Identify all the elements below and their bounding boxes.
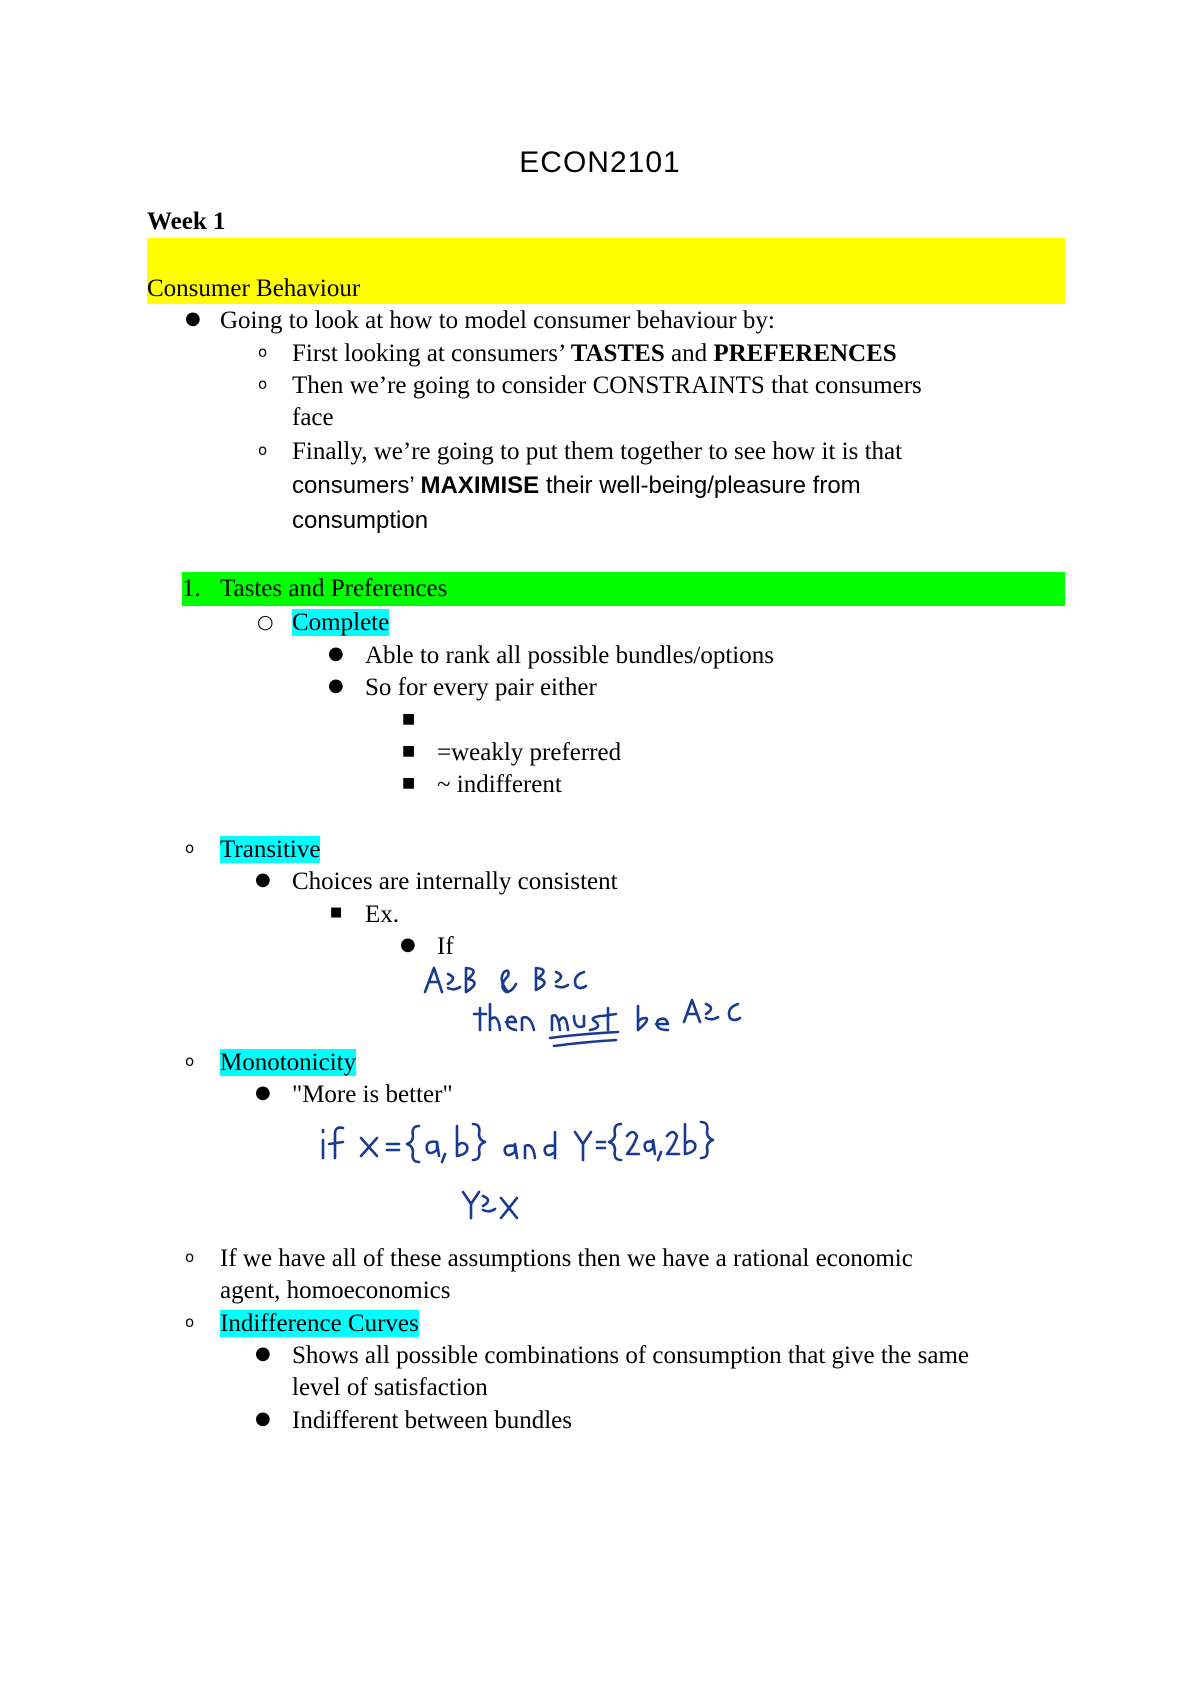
intro-sub-2-line-1: Then we’re going to consider CONSTRAINTS that consumers (292, 372, 922, 399)
transitive-label: Transitive (220, 836, 321, 863)
intro-sub-2-line-2: face (292, 404, 334, 431)
rational-line-2: agent, homoeconomics (220, 1277, 451, 1304)
example-label: Ex. (365, 901, 400, 928)
transitive-label-wrap (220, 834, 320, 866)
circle-bullet-icon: o (185, 839, 195, 857)
week-heading: Week 1 (147, 208, 226, 235)
circle-bullet-icon: o (258, 343, 268, 361)
circle-bullet-icon: o (185, 1313, 195, 1331)
bullet-icon: ■ (330, 905, 343, 920)
complete-label: Complete (292, 609, 390, 636)
indifference-curves-label: Indifference Curves (220, 1310, 419, 1337)
square-bullet-icon: ■ (402, 743, 416, 759)
intro-sub-1-and: and (664, 340, 714, 367)
complete-bullet-1: Able to rank all possible bundles/options (365, 642, 774, 669)
tastes-heading: Tastes and Preferences (220, 575, 448, 602)
intro-sub-3-post: their well-being/pleasure from (539, 472, 861, 499)
intro-sub-1-text: First looking at consumers’ (292, 340, 571, 367)
square-bullet-icon: ■ (402, 775, 416, 791)
handwritten-transitive (420, 960, 760, 1060)
intro-bullet: Going to look at how to model consumer behaviour by: (220, 307, 775, 334)
bullet-icon: ● (255, 1343, 271, 1364)
page-title: ECON2101 (519, 146, 681, 179)
indifference-bullet-1-line-2: level of satisfaction (292, 1374, 488, 1401)
handwritten-monotonicity (315, 1110, 715, 1230)
maximise-bold: MAXIMISE (420, 472, 540, 499)
monotonicity-label: Monotonicity (220, 1049, 357, 1076)
transitive-bullet-1: Choices are internally consistent (292, 868, 618, 895)
section-heading: Consumer Behaviour (147, 275, 361, 302)
rational-line-1: If we have all of these assumptions then we have a rational economic (220, 1245, 913, 1272)
bullet-icon: ● (328, 643, 344, 664)
intro-sub-1 (292, 338, 897, 370)
bullet-icon: ● (185, 308, 201, 329)
section-number: 1. (182, 575, 201, 602)
intro-sub-3-line-2 (292, 470, 861, 502)
circle-bullet-icon: ○ (257, 611, 274, 633)
indifference-bullet-1-line-1: Shows all possible combinations of consumption that give the same (292, 1342, 970, 1369)
square-bullet-icon: ■ (402, 711, 416, 727)
bullet-icon: ● (255, 1408, 271, 1429)
circle-bullet-icon: o (185, 1248, 195, 1266)
indifference-bullet-2: Indifferent between bundles (292, 1407, 572, 1434)
bullet-icon: ● (400, 934, 416, 955)
circle-bullet-icon: o (258, 375, 268, 393)
bullet-icon: ● (255, 869, 271, 890)
indifference-label-wrap (220, 1308, 419, 1340)
weakly-preferred: =weakly preferred (437, 739, 622, 766)
circle-bullet-icon: o (258, 441, 268, 459)
indifferent: ~ indifferent (437, 771, 562, 798)
tastes-bold: TASTES (570, 340, 665, 367)
monotonicity-label-wrap (220, 1047, 356, 1079)
intro-sub-3-line-1: Finally, we’re going to put them together to see how it is that (292, 438, 903, 465)
bullet-icon: ● (328, 675, 344, 696)
more-is-better: "More is better" (292, 1081, 453, 1108)
intro-sub-3-line-3: consumption (292, 507, 429, 534)
intro-sub-3-pre: consumers’ (292, 472, 421, 499)
complete-bullet-2: So for every pair either (365, 674, 597, 701)
preferences-bold: PREFERENCES (713, 340, 897, 367)
bullet-icon: ● (255, 1082, 271, 1103)
complete-label-wrap (292, 607, 389, 639)
if-label: If (437, 933, 454, 960)
circle-bullet-icon: o (185, 1052, 195, 1070)
